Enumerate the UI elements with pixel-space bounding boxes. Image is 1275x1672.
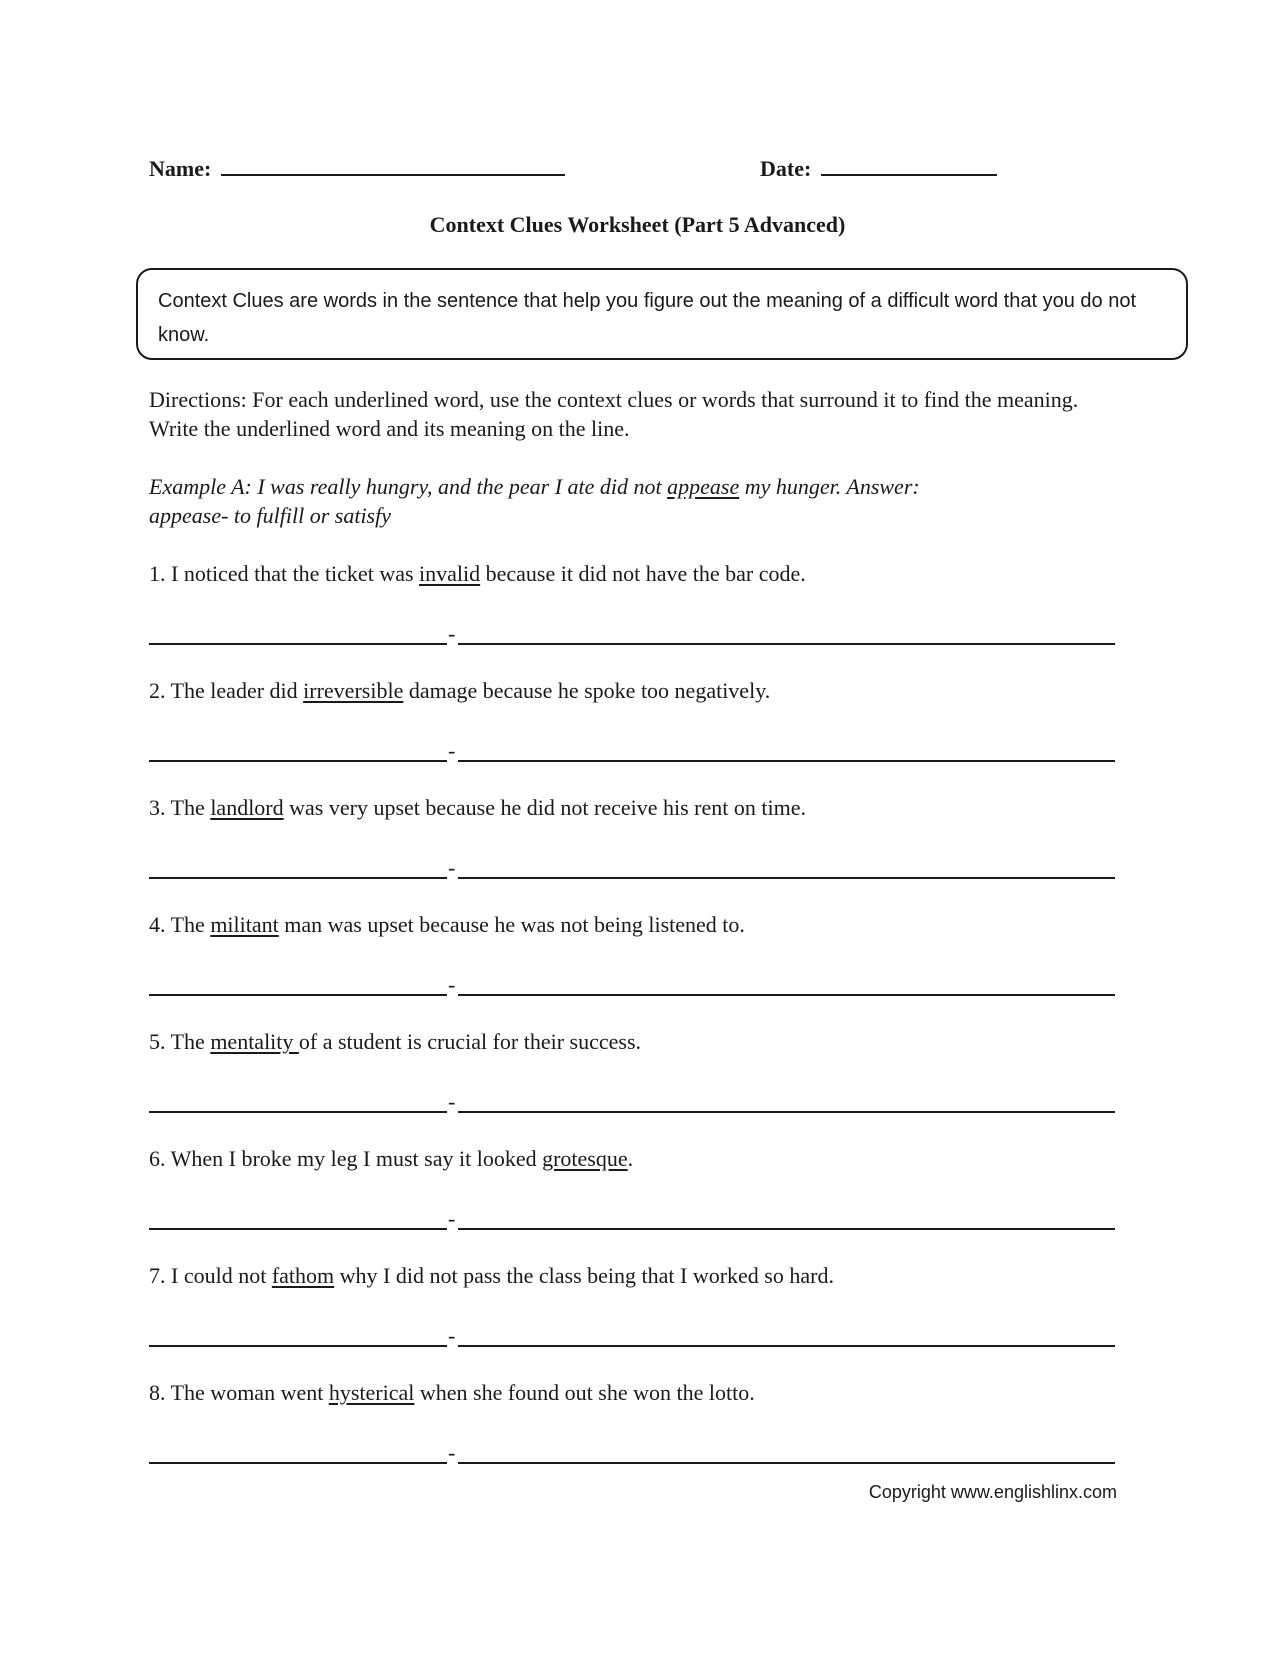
answer-word-line[interactable]	[149, 1345, 447, 1347]
answer-word-line[interactable]	[149, 877, 447, 879]
question-4	[149, 912, 745, 938]
answer-separator: -	[448, 1440, 456, 1465]
directions-text: Directions: For each underlined word, use the context clues or words that surround it to find the meaning. Write the underlined word and its meaning on the line.	[149, 387, 1079, 441]
answer-word-line[interactable]	[149, 1462, 447, 1464]
underlined-word: fathom	[271, 1263, 335, 1288]
question-7	[149, 1263, 834, 1289]
name-blank[interactable]	[221, 152, 565, 176]
question-text: because it did not have the bar code.	[480, 561, 806, 586]
date-label: Date:	[760, 156, 812, 181]
definition-box	[136, 268, 1188, 360]
question-6	[149, 1146, 633, 1172]
question-text: of a student is crucial for their success.	[298, 1029, 642, 1054]
answer-meaning-line[interactable]	[458, 1228, 1115, 1230]
question-1	[149, 561, 806, 587]
answer-word-line[interactable]	[149, 760, 447, 762]
question-text: damage because he spoke too negatively.	[403, 678, 771, 703]
example-suffix: my hunger. Answer:	[739, 474, 920, 499]
name-field[interactable]	[149, 152, 565, 182]
copyright-text: Copyright www.englishlinx.com	[868, 1482, 1117, 1502]
question-3	[149, 795, 806, 821]
answer-meaning-line[interactable]	[458, 994, 1115, 996]
question-text: 7. I could not	[149, 1263, 272, 1288]
question-text: man was upset because he was not being listened to.	[278, 912, 745, 937]
question-text: 8. The woman went	[149, 1380, 329, 1405]
question-text: 5. The	[149, 1029, 211, 1054]
answer-meaning-line[interactable]	[458, 1345, 1115, 1347]
question-text: when she found out she won the lotto.	[414, 1380, 755, 1405]
underlined-word: invalid	[419, 561, 481, 586]
answer-separator: -	[448, 1323, 456, 1348]
underlined-word: mentality	[210, 1029, 299, 1054]
question-text: 4. The	[149, 912, 211, 937]
question-text: 6. When I broke my leg I must say it looked	[149, 1146, 543, 1171]
answer-meaning-line[interactable]	[458, 877, 1115, 879]
underlined-word: militant	[210, 912, 279, 937]
question-text: .	[627, 1146, 634, 1171]
example-text	[149, 472, 1149, 530]
question-8	[149, 1380, 755, 1406]
name-label: Name:	[149, 156, 212, 181]
answer-word-line[interactable]	[149, 994, 447, 996]
answer-meaning-line[interactable]	[458, 643, 1115, 645]
underlined-word: grotesque	[542, 1146, 628, 1171]
answer-separator: -	[448, 738, 456, 763]
answer-separator: -	[448, 621, 456, 646]
question-text: 1. I noticed that the ticket was	[149, 561, 420, 586]
definition-text: Context Clues are words in the sentence that help you figure out the meaning of a difficult word that you do not know.	[158, 290, 1137, 346]
answer-separator: -	[448, 1206, 456, 1231]
example-prefix: Example A: I was really hungry, and the pear I ate did not	[149, 474, 668, 499]
answer-meaning-line[interactable]	[458, 1111, 1115, 1113]
answer-separator: -	[448, 972, 456, 997]
underlined-word: landlord	[210, 795, 284, 820]
question-2	[149, 678, 770, 704]
example-answer: appease- to fulfill or satisfy	[149, 503, 391, 528]
date-blank[interactable]	[821, 152, 997, 176]
worksheet-title: Context Clues Worksheet (Part 5 Advanced)	[429, 212, 846, 237]
example-word: appease	[667, 474, 740, 499]
question-text: 2. The leader did	[149, 678, 304, 703]
question-text: 3. The	[149, 795, 211, 820]
answer-word-line[interactable]	[149, 1228, 447, 1230]
answer-meaning-line[interactable]	[458, 1462, 1115, 1464]
answer-word-line[interactable]	[149, 1111, 447, 1113]
underlined-word: hysterical	[328, 1380, 415, 1405]
date-field[interactable]	[760, 152, 997, 182]
answer-separator: -	[448, 855, 456, 880]
answer-word-line[interactable]	[149, 643, 447, 645]
question-text: was very upset because he did not receive his rent on time.	[283, 795, 806, 820]
question-5	[149, 1029, 641, 1055]
question-text: why I did not pass the class being that I worked so hard.	[334, 1263, 834, 1288]
answer-meaning-line[interactable]	[458, 760, 1115, 762]
answer-separator: -	[448, 1089, 456, 1114]
underlined-word: irreversible	[303, 678, 404, 703]
